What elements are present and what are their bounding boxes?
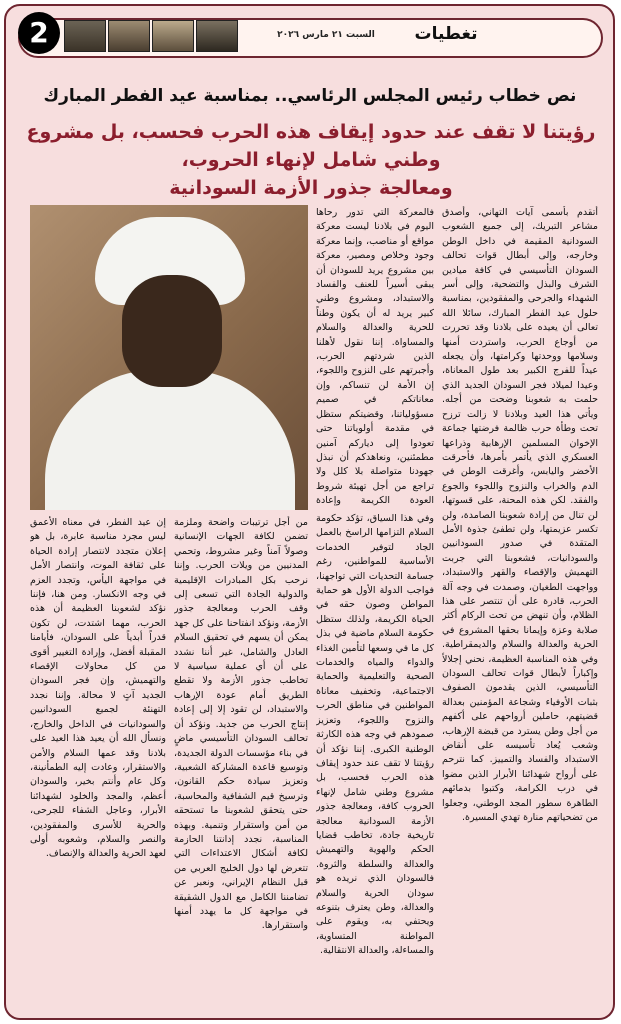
page-header (18, 12, 603, 62)
page-number: 2 (18, 12, 60, 54)
headline-line: رؤيتنا لا تقف عند حدود إيقاف هذه الحرب فحسب، بل مشروع وطني شامل لإنهاء الحروب، (26, 121, 596, 171)
article-kicker: نص خطاب رئيس المجلس الرئاسي.. بمناسبة عيد الفطر المبارك (43, 86, 577, 106)
article-column-5: إن عيد الفطر، في معناه الأعمق ليس مجرد مناسبة عابرة، بل هو إعلان متجدد لانتصار إرادة الحياة على ثقافة الموت، وانتصار الأمل في مواجهة اليأس، وتجدد العزم في وجه الانكسار. ومن هنا، فإننا نؤكد لشعوبنا العظيمة أن هذه الحرب، مهما اشتدت، لن تكون قدراً أبدياً على السودان، فأيامنا المقبلة أفضل، وإرادة التغيير أقوى من كل محاولات الإقصاء والتهميش، وإن فجر السودان الجديد آتٍ لا محالة. وإننا نجدد التهنئة لجميع السودانيين والسودانيات في الداخل والخارج، ونسأل الله أن يعيد هذا العيد على بلادنا وقد عمها السلام والأمن والاستقرار، وعادت إليه الطمأنينة، وكل عام وأنتم بخير، والسودان أعظم، والمجد والخلود لشهدائنا الأبرار، وعاجل الشفاء للجرحى، والحرية للأسرى والمفقودين، والنصر والسلام، وشعوبه أولى لعهد الحرية والعدالة والإنصاف. (30, 517, 166, 860)
headline-line: ومعالجة جذور الأزمة السودانية (169, 177, 453, 199)
leader-photo (196, 20, 238, 52)
face-shape (122, 275, 222, 387)
leader-photo (64, 20, 106, 52)
leader-photo (108, 20, 150, 52)
article-column-3: وفي هذا السياق، تؤكد حكومة السلام التزامها الراسخ بالعمل الجاد لتوفير الخدمات الأساسية للمواطنين، رغم جسامة التحديات التي تواجهنا، فواجب الدولة الأول هو حماية المواطن وصون حقه في الحياة الكريمة، ولذلك ستظل حكومة السلام ماضية في بذل كل ما في وسعها لتأمين الغذاء والدواء والمياه والخدمات الصحية والتعليمية والحماية الاجتماعية، وتخفيف معاناة المواطنين في مناطق الحرب والنزوح واللجوء، وتعزيز صمودهم في وجه هذه الكارثة الوطنية الكبرى. إننا نؤكد أن رؤيتنا لا تقف عند حدود إيقاف هذه الحرب فحسب، بل مشروع وطني شامل لإنهاء الحروب كافة، ومعالجة جذور الأزمة السودانية معالجة تاريخية جادة، تخاطب قضايا الحكم والهوية والتهميش والعدالة والسلطة والثروة. فالسودان الذي نريده هو سودان الحرية والسلام والعدالة، وطن يعترف بتنوعه ويحتفي به، ويقوم على المواطنة المتساوية، والمساءلة، والعدالة الانتقالية. (316, 513, 434, 957)
article-column-4: من أجل ترتيبات واضحة وملزمة تضمن لكافة الجهات الإنسانية وصولاً آمناً وغير مشروط، وتحمي المدنيين من ويلات الحرب. وإننا نرحب بكل المبادرات الإقليمية والدولية الجادة التي تسعى إلى وقف الحرب ومعالجة جذور الأزمة، ونؤكد انفتاحنا على كل جهد يمكن أن يسهم في تحقيق السلام العادل والشامل، غير أننا نشدد على أن أي عملية سياسية لا تخاطب جذور الأزمة ولا تقطع الطريق أمام عودة الإرهاب والاستبداد، لن تقود إلا إلى إعادة إنتاج الحرب من جديد. ونؤكد أن تحالف السودان التأسيسي ماضٍ في بناء مؤسسات الدولة الجديدة، وتوسيع قاعدة المشاركة الشعبية، وتعزيز سيادة حكم القانون، وترسيخ قيم الشفافية والمحاسبة، حتى يتحقق لشعوبنا ما تستحقه من أمن واستقرار وتنمية. وبهذه المناسبة، نجدد إدانتنا الحازمة لكافة أشكال الاعتداءات التي تتعرض لها دول الخليج العربي من قبل النظام الإيراني، ونعبر عن تضامننا الكامل مع الدول الشقيقة في مواجهة كل ما يهدد أمنها واستقرارها. (174, 517, 308, 932)
article-headline (24, 118, 598, 202)
section-title: تغطيات (414, 24, 478, 44)
logo-container (504, 12, 602, 56)
robe-shape (45, 370, 295, 510)
issue-date: السبت ٢١ مارس ٢٠٢٦ (277, 30, 375, 40)
article-column-2: فالمعركة التي تدور رحاها اليوم في بلادنا ليست معركة مواقع أو مناصب، وإنما معركة وجود وخلاص ومصير، معركة بين مشروع يريد للسودان أن يبقى أسيراً للعنف والفساد والاستبداد، ومشروع وطني كبير يريد له أن يكون وطناً للحرية والعدالة والسلام والمساواة. إننا نقول لأهلنا الذين شردتهم الحرب، وأجبرتهم على النزوح واللجوء، إن الأمة لن تنساكم، وإن معاناتكم في صميم مسؤولياتنا، وقضيتكم ستظل في مقدمة أولوياتنا حتى تعودوا إلى دياركم آمنين مطمئنين، ونعاهدكم أن نبذل جهودنا متواصلة بلا كلل ولا تراجع من أجل تهيئة شروط العودة الكريمة وإعادة (316, 207, 434, 506)
leaders-photo-strip (64, 20, 238, 52)
speaker-photo (30, 205, 308, 510)
leader-photo (152, 20, 194, 52)
article-column-1: أتقدم بأسمى آيات التهاني، وأصدق مشاعر التبريك، إلى جميع الشعوب السودانية المقيمة في داخل الوطن وخارجه، وإلى أبطال قوات تحالف السودان التأسيسي في كافة ميادين الشرف والبذل والتضحية، وإلى أسر الشهداء والجرحى والمفقودين، بمناسبة حلول عيد الفطر المبارك، سائلا الله تعالى أن يعيده على بلادنا وقد تحررت من أوجاع الحرب، واستردت أمنها وسلامها ووحدتها وكرامتها، وأن يجعله عيداً للفرج الكبير بعد طول المعاناة، وعيدا لميلاد فجر السودان الجديد الذي حلمت به شعوبنا وضحت من أجله. ويأتي هذا العيد وبلادنا لا زالت ترزح تحت وطأة حرب ظالمة فرضتها جماعة الإخوان المسلمين الإرهابية وذراعها العسكري الذي يأتمر بأمرها، فأحرقت الأخضر واليابس، وأغرقت الوطن في الدم والخراب والنزوح واللجوء والجوع والفقد. لكن هذه المحنة، على قسوتها، لن تنال من إرادة شعوبنا الصامدة، ولن تكسر عزيمتها، ولن تطفئ جذوة الأمل المتقدة في صدور السودانيين والسودانيات، فشعوبنا التي جربت التهميش والإقصاء والقهر والاستبداد، وواجهت الطغيان، وصمدت في وجه آلة الحرب، قادرة على أن تنتصر على هذا الظلام، وأن تنهض من تحت الركام أكثر صلابة وعزة وإيمانا بحقها المشروع في الحرية والعدالة والسلام والديمقراطية. وفي هذه المناسبة العظيمة، نحني إجلالاً وإكباراً لأبطال قوات تحالف السودان التأسيسي، الذين يقدمون الصفوف بثبات الأوفياء وشجاعة المؤمنين بعدالة قضيتهم، حاملين أرواحهم على أكفهم من أجل وطن يسترد من قبضة الإرهاب، وشعب يُعاد تأسيسه على أنقاض الاستبداد والفساد والتمييز. كما نترحم على أرواح شهدائنا الأبرار الذين مضوا في درب الكرامة، وكتبوا بدمائهم الطاهرة سطور المجد الوطني، وجعلوا من تضحياتهم منارة تهدي المسيرة. (442, 207, 598, 824)
